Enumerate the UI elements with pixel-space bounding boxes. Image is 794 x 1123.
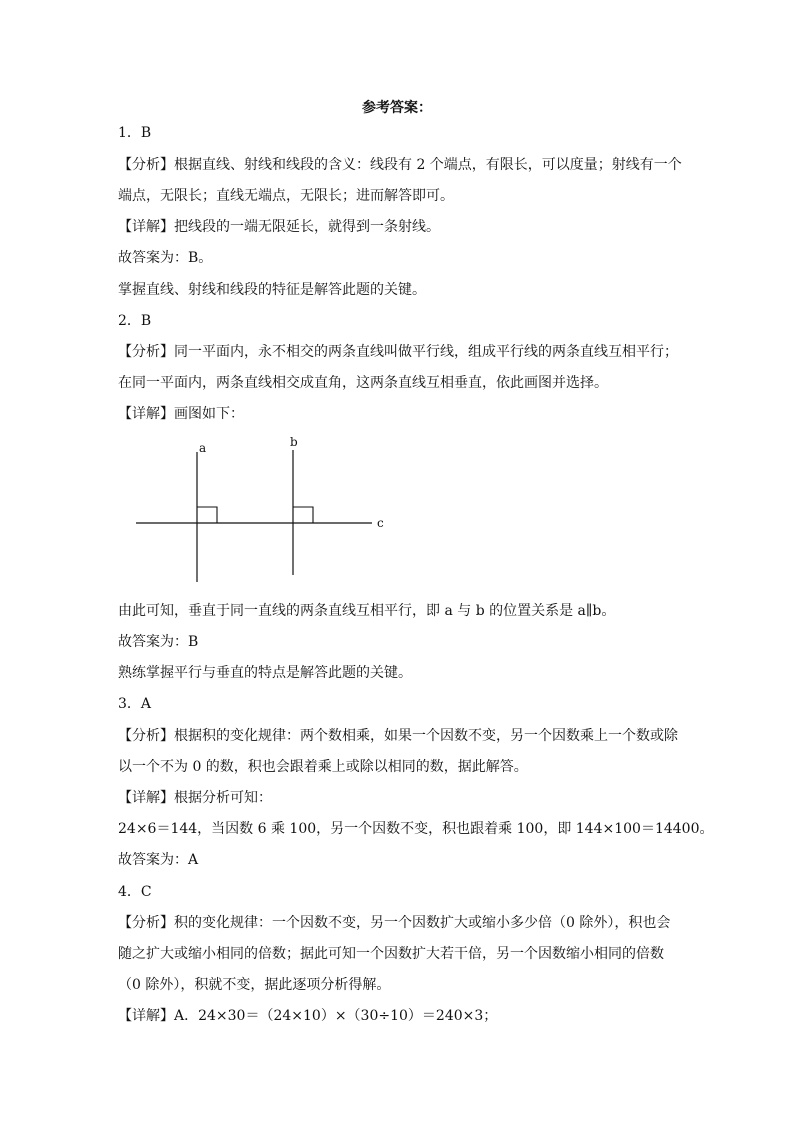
q4-detail: 【详解】A．24×30＝（24×10）×（30÷10）＝240×3； [118,1008,498,1024]
q2-number: 2．B [118,313,152,329]
q2-conclusion: 由此可知，垂直于同一直线的两条直线互相平行，即 a 与 b 的位置关系是 a∥b。 [118,603,616,619]
q3-analysis-line-1: 【分析】根据积的变化规律：两个数相乘，如果一个因数不变，另一个因数乘上一个数或除 [118,728,678,744]
q3-number: 3．A [118,696,152,712]
parallel-perpendicular-diagram [130,432,400,592]
q1-detail: 【详解】把线段的一端无限延长，就得到一条射线。 [118,219,440,235]
q3-answer: 故答案为：A [118,852,199,868]
label-c: c [377,516,384,530]
q4-number: 4．C [118,884,152,900]
q3-detail: 【详解】根据分析可知： [118,790,272,806]
q2-analysis-line-2: 在同一平面内，两条直线相交成直角，这两条直线互相垂直，依此画图并选择。 [118,375,608,391]
q4-analysis-line-2: 随之扩大或缩小相同的倍数；据此可知一个因数扩大若干倍，另一个因数缩小相同的倍数 [118,946,664,962]
q1-key-point: 掌握直线、射线和线段的特征是解答此题的关键。 [118,282,426,298]
q2-analysis-line-1: 【分析】同一平面内，永不相交的两条直线叫做平行线，组成平行线的两条直线互相平行； [118,344,678,360]
q1-analysis-line-1: 【分析】根据直线、射线和线段的含义：线段有 2 个端点，有限长，可以度量；射线有一个 [118,157,682,173]
q3-analysis-line-2: 以一个不为 0 的数，积也会跟着乘上或除以相同的数，据此解答。 [118,759,528,775]
right-angle-mark-a [197,507,217,523]
q1-number: 1．B [118,125,152,141]
q2-answer: 故答案为：B [118,634,199,650]
label-b: b [290,435,298,449]
q2-key-point: 熟练掌握平行与垂直的特点是解答此题的关键。 [118,665,412,681]
page-title: 参考答案： [362,100,432,116]
label-a: a [199,441,207,455]
right-angle-mark-b [293,507,313,523]
q1-answer: 故答案为：B。 [118,250,213,266]
q4-analysis-line-1: 【分析】积的变化规律：一个因数不变，另一个因数扩大或缩小多少倍（0 除外），积也会 [118,915,671,931]
q1-analysis-line-2: 端点，无限长；直线无端点，无限长；进而解答即可。 [118,188,454,204]
q4-analysis-line-3: （0 除外），积就不变，据此逐项分析得解。 [118,977,391,993]
q3-calculation: 24×6＝144，当因数 6 乘 100，另一个因数不变，积也跟着乘 100，即 144×100＝14400。 [118,821,714,837]
q2-detail: 【详解】画图如下： [118,406,244,422]
